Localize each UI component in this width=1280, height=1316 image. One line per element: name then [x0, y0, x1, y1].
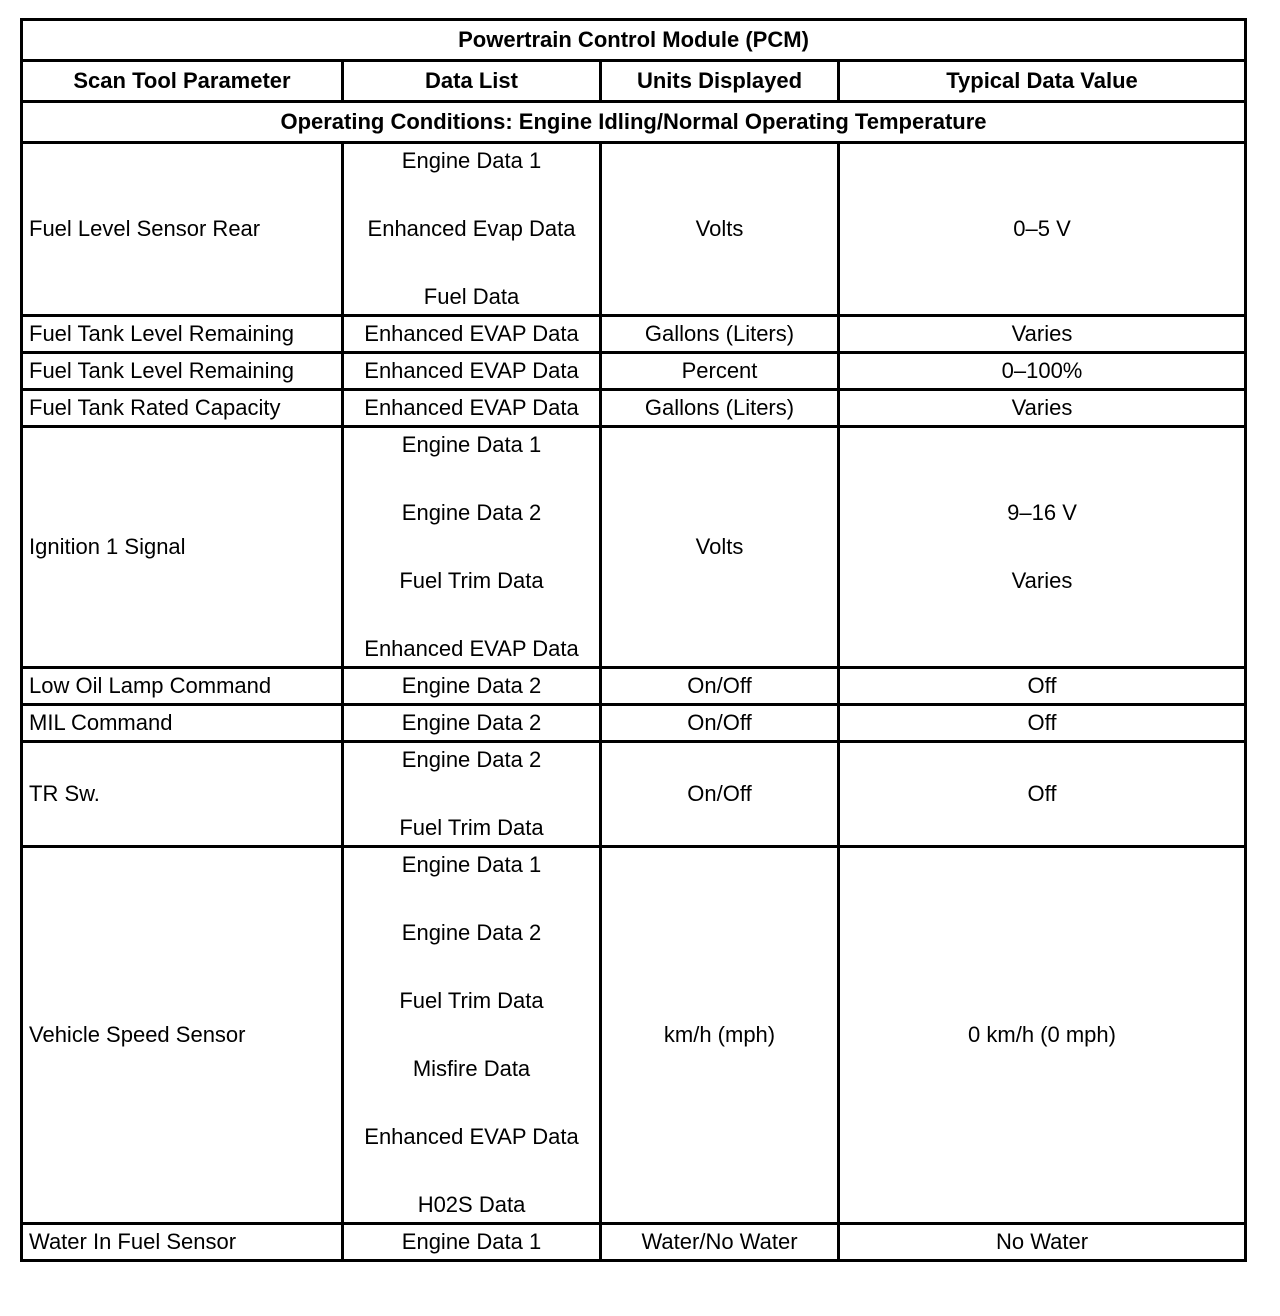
header-data-list: Data List [343, 61, 601, 102]
typical-value-entry: Off [1027, 710, 1057, 735]
cell-typical-data-value [839, 390, 1246, 427]
typical-value-entry: Varies [1011, 321, 1073, 346]
data-list-entry: Enhanced Evap Data [367, 216, 576, 241]
table-row [22, 1224, 1246, 1261]
typical-value-entry: 0–100% [1001, 358, 1083, 383]
cell-scan-tool-parameter: Fuel Level Sensor Rear [22, 143, 343, 316]
cell-data-list [343, 390, 601, 427]
cell-scan-tool-parameter: Ignition 1 Signal [22, 427, 343, 668]
cell-data-list [343, 1224, 601, 1261]
cell-data-list [343, 427, 601, 668]
cell-scan-tool-parameter: TR Sw. [22, 742, 343, 847]
header-units-displayed: Units Displayed [601, 61, 839, 102]
cell-units-displayed: km/h (mph) [601, 847, 839, 1224]
data-list-entry: Enhanced EVAP Data [364, 395, 579, 420]
data-list-entry: Engine Data 1 [401, 852, 542, 877]
typical-value-entry: Varies [1011, 568, 1073, 593]
cell-scan-tool-parameter: Fuel Tank Level Remaining [22, 316, 343, 353]
cell-data-list [343, 847, 601, 1224]
cell-data-list [343, 705, 601, 742]
table-title-row [22, 20, 1246, 61]
cell-units-displayed: Volts [601, 143, 839, 316]
data-list-entry: Engine Data 2 [401, 747, 542, 772]
cell-data-list [343, 353, 601, 390]
table-row [22, 353, 1246, 390]
cell-units-displayed: Gallons (Liters) [601, 316, 839, 353]
typical-value-entry: Off [1027, 673, 1057, 698]
cell-scan-tool-parameter: Fuel Tank Level Remaining [22, 353, 343, 390]
data-list-entry: Fuel Trim Data [399, 815, 544, 840]
cell-typical-data-value [839, 742, 1246, 847]
cell-data-list [343, 668, 601, 705]
table-row [22, 668, 1246, 705]
cell-typical-data-value [839, 668, 1246, 705]
table-row [22, 390, 1246, 427]
cell-units-displayed: Volts [601, 427, 839, 668]
data-list-entry: Enhanced EVAP Data [364, 1124, 579, 1149]
cell-scan-tool-parameter: Low Oil Lamp Command [22, 668, 343, 705]
data-list-entry: Misfire Data [412, 1056, 531, 1081]
header-typical-data-value: Typical Data Value [839, 61, 1246, 102]
data-list-entry: Enhanced EVAP Data [364, 636, 579, 661]
cell-units-displayed: On/Off [601, 742, 839, 847]
table-row [22, 143, 1246, 316]
data-list-entry: Engine Data 2 [401, 710, 542, 735]
typical-value-entry: 0 km/h (0 mph) [968, 1022, 1116, 1047]
table-conditions-row [22, 102, 1246, 143]
cell-scan-tool-parameter: Vehicle Speed Sensor [22, 847, 343, 1224]
table-row [22, 847, 1246, 1224]
table-row [22, 316, 1246, 353]
cell-scan-tool-parameter: MIL Command [22, 705, 343, 742]
table-header-row [22, 61, 1246, 102]
typical-value-entry: Off [1027, 781, 1057, 806]
data-list-entry: Engine Data 2 [401, 920, 542, 945]
operating-conditions: Operating Conditions: Engine Idling/Normal Operating Temperature [22, 102, 1246, 143]
cell-data-list [343, 316, 601, 353]
table-row [22, 742, 1246, 847]
cell-typical-data-value [839, 1224, 1246, 1261]
typical-value-entry: No Water [995, 1229, 1089, 1254]
data-list-entry: Fuel Trim Data [399, 568, 544, 593]
cell-units-displayed: On/Off [601, 705, 839, 742]
cell-data-list [343, 742, 601, 847]
typical-value-entry: 0–5 V [1013, 216, 1071, 241]
typical-value-entry: 9–16 V [1007, 500, 1077, 525]
pcm-data-table [20, 18, 1247, 1262]
data-list-entry: Engine Data 1 [401, 1229, 542, 1254]
cell-typical-data-value [839, 143, 1246, 316]
typical-value-entry: Varies [1011, 395, 1073, 420]
header-scan-tool-parameter: Scan Tool Parameter [22, 61, 343, 102]
data-list-entry: Engine Data 1 [401, 148, 542, 173]
cell-scan-tool-parameter: Water In Fuel Sensor [22, 1224, 343, 1261]
table-body [22, 143, 1246, 1261]
cell-scan-tool-parameter: Fuel Tank Rated Capacity [22, 390, 343, 427]
data-list-entry: Enhanced EVAP Data [364, 321, 579, 346]
table-title: Powertrain Control Module (PCM) [22, 20, 1246, 61]
data-list-entry: Engine Data 2 [401, 500, 542, 525]
cell-typical-data-value [839, 705, 1246, 742]
data-list-entry: Engine Data 2 [401, 673, 542, 698]
cell-units-displayed: Water/No Water [601, 1224, 839, 1261]
table-row [22, 427, 1246, 668]
data-list-entry: Enhanced EVAP Data [364, 358, 579, 383]
cell-typical-data-value [839, 847, 1246, 1224]
data-list-entry: Fuel Trim Data [399, 988, 544, 1013]
data-list-entry: H02S Data [417, 1192, 526, 1217]
data-list-entry: Fuel Data [423, 284, 520, 309]
cell-units-displayed: Gallons (Liters) [601, 390, 839, 427]
table-row [22, 705, 1246, 742]
data-list-entry: Engine Data 1 [401, 432, 542, 457]
cell-units-displayed: On/Off [601, 668, 839, 705]
cell-units-displayed: Percent [601, 353, 839, 390]
cell-typical-data-value [839, 316, 1246, 353]
cell-typical-data-value [839, 427, 1246, 668]
cell-typical-data-value [839, 353, 1246, 390]
cell-data-list [343, 143, 601, 316]
